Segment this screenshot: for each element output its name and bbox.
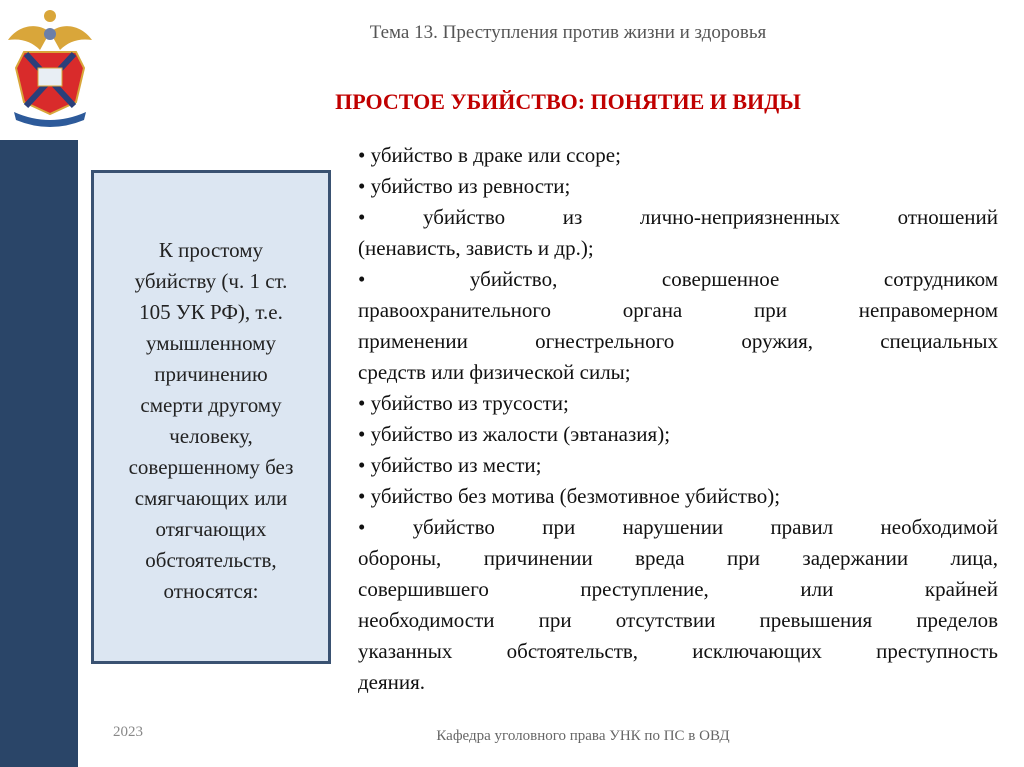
list-line: деяния. — [358, 670, 426, 694]
list-line: (ненависть, зависть и др.); — [358, 236, 594, 260]
list-line: • убийство из трусости; — [358, 391, 569, 415]
list-line: • убийство из лично-неприязненных отношений — [358, 205, 998, 229]
list-line: применении огнестрельного оружия, специальных — [358, 329, 998, 353]
slide-heading: ПРОСТОЕ УБИЙСТВО: ПОНЯТИЕ И ВИДЫ — [335, 89, 801, 114]
definition-line: обстоятельств, — [145, 548, 277, 572]
definition-line: отягчающих — [155, 517, 267, 541]
definition-line: человеку, — [169, 424, 253, 448]
list-line: • убийство из ревности; — [358, 174, 571, 198]
definition-box — [91, 170, 331, 664]
list-line: необходимости при отсутствии превышения пределов — [358, 608, 998, 632]
list-line: правоохранительного органа при неправомерном — [358, 298, 998, 322]
definition-line: умышленному — [146, 331, 276, 355]
list-line: • убийство без мотива (безмотивное убийство); — [358, 484, 781, 508]
definition-line: совершенному без — [128, 455, 294, 479]
footer-year: 2023 — [113, 724, 143, 740]
definition-text — [94, 235, 328, 607]
list-line: • убийство из жалости (эвтаназия); — [358, 422, 671, 446]
definition-line: смерти другому — [140, 393, 282, 417]
footer-department: Кафедра уголовного права УНК по ПС в ОВД — [436, 728, 730, 744]
definition-line: 105 УК РФ), т.е. — [139, 300, 283, 324]
topic-title: Тема 13. Преступления против жизни и здоровья — [369, 22, 767, 43]
list-line: • убийство, совершенное сотрудником — [358, 267, 998, 291]
definition-line: причинению — [154, 362, 268, 386]
list-line: средств или физической силы; — [358, 360, 631, 384]
sidebar-band — [0, 140, 78, 767]
list-line: указанных обстоятельств, исключающих преступность — [358, 639, 998, 663]
emblem-logo — [4, 2, 96, 128]
list-line: • убийство из мести; — [358, 453, 542, 477]
list-line: • убийство при нарушении правил необходимой — [358, 515, 998, 539]
murder-types-list — [358, 140, 998, 698]
list-line: • убийство в драке или ссоре; — [358, 143, 621, 167]
definition-line: относятся: — [163, 579, 259, 603]
list-line: совершившего преступление, или крайней — [358, 577, 998, 601]
definition-line: смягчающих или — [134, 486, 288, 510]
list-line: обороны, причинении вреда при задержании лица, — [358, 546, 998, 570]
definition-line: К простому — [158, 238, 264, 262]
definition-line: убийству (ч. 1 ст. — [134, 269, 288, 293]
